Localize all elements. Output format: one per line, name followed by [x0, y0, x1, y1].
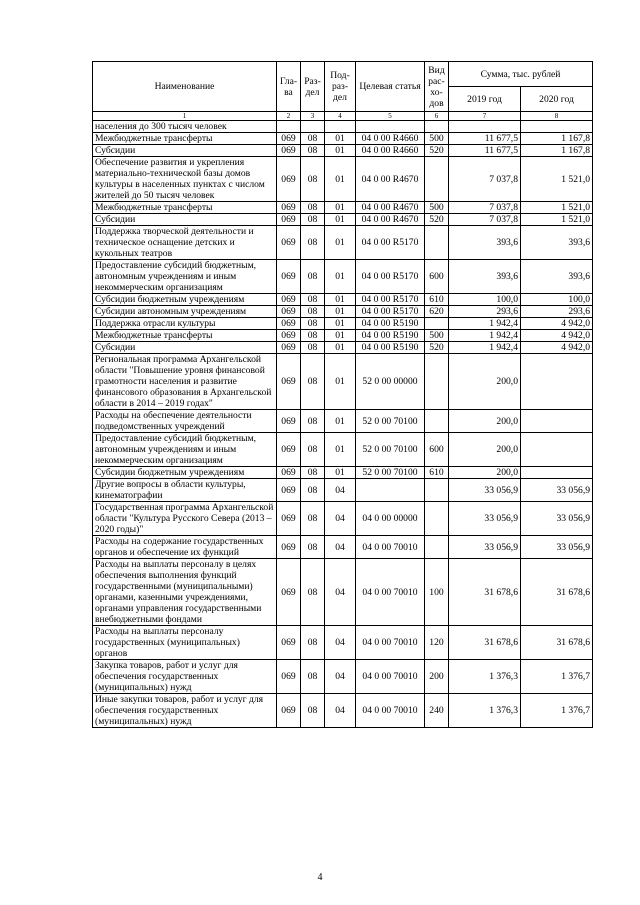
cell-sum-2019: 100,0 [449, 294, 521, 306]
cell-razdel: 08 [301, 260, 325, 294]
column-number-row [93, 112, 593, 121]
cell-sum-2020: 1 376,7 [521, 694, 593, 728]
cell-glava: 069 [277, 214, 301, 226]
cell-sum-2020: 31 678,6 [521, 626, 593, 660]
cell-sum-2020: 4 942,0 [521, 342, 593, 354]
cell-target-article: 04 0 00 R4660 [356, 133, 425, 145]
cell-podrazdel: 01 [325, 294, 356, 306]
cell-glava: 069 [277, 467, 301, 479]
cell-expense-type: 620 [425, 306, 449, 318]
cell-target-article: 04 0 00 R5170 [356, 226, 425, 260]
cell-target-article: 04 0 00 70010 [356, 559, 425, 626]
cell-expense-type [425, 479, 449, 502]
column-number: 3 [301, 112, 325, 121]
header-target-article: Целевая статья [356, 62, 425, 112]
cell-name: Предоставление субсидий бюджетным, автономным учреждениям и иным некоммерческим организациям [93, 433, 277, 467]
cell-name: Региональная программа Архангельской области "Повышение уровня финансовой грамотности населения и развитие финансового образования в Архангельской области в 2014 – 2019 годах" [93, 354, 277, 410]
cell-glava: 069 [277, 626, 301, 660]
cell-razdel: 08 [301, 342, 325, 354]
cell-podrazdel: 04 [325, 694, 356, 728]
cell-glava: 069 [277, 330, 301, 342]
cell-name: Субсидии автономным учреждениям [93, 306, 277, 318]
cell-expense-type [425, 536, 449, 559]
table-row [93, 694, 593, 728]
cell-razdel: 08 [301, 410, 325, 433]
column-number: 2 [277, 112, 301, 121]
cell-razdel: 08 [301, 559, 325, 626]
cell-sum-2020: 33 056,9 [521, 536, 593, 559]
cell-sum-2019: 393,6 [449, 226, 521, 260]
cell-target-article: 52 0 00 70100 [356, 467, 425, 479]
table-row [93, 502, 593, 536]
cell-expense-type: 120 [425, 626, 449, 660]
column-number: 6 [425, 112, 449, 121]
header-expense-type: Вид рас-хо-дов [425, 62, 449, 112]
cell-razdel: 08 [301, 660, 325, 694]
cell-razdel: 08 [301, 467, 325, 479]
header-sum: Сумма, тыс. рублей [449, 62, 593, 87]
cell-podrazdel: 01 [325, 145, 356, 157]
cell-glava: 069 [277, 660, 301, 694]
cell-expense-type: 610 [425, 294, 449, 306]
table-row [93, 660, 593, 694]
cell-name: Расходы на выплаты персоналу в целях обеспечения выполнения функций государственными (муниципальными) органами, казенными учреждениями, органами управления государственными внебюджетными фондами [93, 559, 277, 626]
table-row [93, 121, 593, 133]
cell-sum-2020: 100,0 [521, 294, 593, 306]
cell-sum-2019: 7 037,8 [449, 202, 521, 214]
cell-target-article: 04 0 00 R5190 [356, 342, 425, 354]
cell-expense-type: 610 [425, 467, 449, 479]
cell-name: Поддержка творческой деятельности и техническое оснащение детских и кукольных театров [93, 226, 277, 260]
cell-expense-type: 500 [425, 133, 449, 145]
cell-sum-2019: 200,0 [449, 433, 521, 467]
cell-target-article: 04 0 00 R5170 [356, 294, 425, 306]
cell-glava: 069 [277, 157, 301, 202]
table-row [93, 479, 593, 502]
cell-sum-2019: 7 037,8 [449, 214, 521, 226]
cell-name: Расходы на выплаты персоналу государственных (муниципальных) органов [93, 626, 277, 660]
cell-target-article [356, 479, 425, 502]
cell-expense-type [425, 318, 449, 330]
cell-target-article: 52 0 00 00000 [356, 354, 425, 410]
cell-sum-2019: 1 942,4 [449, 318, 521, 330]
cell-glava: 069 [277, 318, 301, 330]
table-row [93, 330, 593, 342]
cell-razdel: 08 [301, 214, 325, 226]
cell-sum-2020: 1 167,8 [521, 145, 593, 157]
table-row [93, 226, 593, 260]
header-name: Наименование [93, 62, 277, 112]
table-row [93, 354, 593, 410]
cell-glava: 069 [277, 133, 301, 145]
cell-sum-2020: 1 521,0 [521, 157, 593, 202]
cell-expense-type: 520 [425, 342, 449, 354]
cell-glava [277, 121, 301, 133]
table-row [93, 467, 593, 479]
cell-razdel: 08 [301, 318, 325, 330]
table-row [93, 214, 593, 226]
cell-name: Межбюджетные трансферты [93, 133, 277, 145]
cell-podrazdel: 04 [325, 479, 356, 502]
cell-sum-2019: 200,0 [449, 410, 521, 433]
cell-razdel: 08 [301, 330, 325, 342]
column-number: 1 [93, 112, 277, 121]
cell-name: Поддержка отрасли культуры [93, 318, 277, 330]
table-row [93, 318, 593, 330]
cell-glava: 069 [277, 226, 301, 260]
cell-expense-type [425, 410, 449, 433]
cell-razdel: 08 [301, 536, 325, 559]
cell-sum-2019: 200,0 [449, 354, 521, 410]
cell-name: Расходы на содержание государственных органов и обеспечение их функций [93, 536, 277, 559]
cell-expense-type [425, 226, 449, 260]
cell-glava: 069 [277, 694, 301, 728]
cell-sum-2019: 293,6 [449, 306, 521, 318]
cell-sum-2019: 1 376,3 [449, 694, 521, 728]
cell-name: Межбюджетные трансферты [93, 330, 277, 342]
cell-target-article [356, 121, 425, 133]
header-podrazdel: Под-раз-дел [325, 62, 356, 112]
cell-sum-2020 [521, 354, 593, 410]
cell-podrazdel: 01 [325, 306, 356, 318]
budget-table-page [92, 61, 592, 728]
cell-name: Межбюджетные трансферты [93, 202, 277, 214]
cell-sum-2020: 31 678,6 [521, 559, 593, 626]
table-row [93, 626, 593, 660]
table-row [93, 145, 593, 157]
cell-expense-type [425, 354, 449, 410]
cell-target-article: 04 0 00 R4660 [356, 145, 425, 157]
cell-glava: 069 [277, 306, 301, 318]
cell-name: Обеспечение развития и укрепления материально-технической базы домов культуры в населенных пунктах с числом жителей до 50 тысяч человек [93, 157, 277, 202]
cell-razdel: 08 [301, 157, 325, 202]
cell-podrazdel: 01 [325, 202, 356, 214]
cell-target-article: 04 0 00 70010 [356, 660, 425, 694]
cell-razdel: 08 [301, 502, 325, 536]
cell-target-article: 52 0 00 70100 [356, 433, 425, 467]
cell-razdel: 08 [301, 145, 325, 157]
cell-glava: 069 [277, 559, 301, 626]
header-razdel: Раз-дел [301, 62, 325, 112]
cell-podrazdel: 01 [325, 354, 356, 410]
cell-target-article: 04 0 00 70010 [356, 626, 425, 660]
cell-expense-type: 600 [425, 433, 449, 467]
cell-sum-2020: 4 942,0 [521, 318, 593, 330]
table-row [93, 559, 593, 626]
cell-name: Субсидии [93, 145, 277, 157]
table-row [93, 202, 593, 214]
cell-name: Расходы на обеспечение деятельности подведомственных учреждений [93, 410, 277, 433]
cell-glava: 069 [277, 202, 301, 214]
cell-sum-2020: 393,6 [521, 260, 593, 294]
table-row [93, 410, 593, 433]
cell-sum-2020 [521, 433, 593, 467]
cell-sum-2019: 393,6 [449, 260, 521, 294]
cell-expense-type: 500 [425, 330, 449, 342]
cell-expense-type: 520 [425, 214, 449, 226]
cell-sum-2020 [521, 121, 593, 133]
cell-razdel: 08 [301, 202, 325, 214]
cell-expense-type: 500 [425, 202, 449, 214]
cell-name: Государственная программа Архангельской области "Культура Русского Севера (2013 – 2020 годы)" [93, 502, 277, 536]
cell-podrazdel: 04 [325, 559, 356, 626]
table-row [93, 294, 593, 306]
cell-glava: 069 [277, 294, 301, 306]
cell-name: Субсидии [93, 342, 277, 354]
cell-podrazdel: 04 [325, 502, 356, 536]
cell-target-article: 04 0 00 R5170 [356, 260, 425, 294]
header-year-2019: 2019 год [449, 87, 521, 112]
cell-glava: 069 [277, 145, 301, 157]
cell-target-article: 04 0 00 R5190 [356, 330, 425, 342]
cell-podrazdel: 01 [325, 133, 356, 145]
cell-sum-2020: 393,6 [521, 226, 593, 260]
cell-podrazdel: 01 [325, 214, 356, 226]
cell-expense-type: 200 [425, 660, 449, 694]
page-number: 4 [317, 872, 323, 883]
cell-sum-2020: 4 942,0 [521, 330, 593, 342]
cell-razdel: 08 [301, 694, 325, 728]
cell-expense-type [425, 121, 449, 133]
cell-expense-type [425, 157, 449, 202]
cell-target-article: 04 0 00 R5170 [356, 306, 425, 318]
cell-target-article: 04 0 00 00000 [356, 502, 425, 536]
table-row [93, 157, 593, 202]
cell-name: Предоставление субсидий бюджетным, автономным учреждениям и иным некоммерческим организациям [93, 260, 277, 294]
cell-razdel: 08 [301, 433, 325, 467]
cell-glava: 069 [277, 410, 301, 433]
cell-name: Субсидии [93, 214, 277, 226]
cell-sum-2019: 33 056,9 [449, 502, 521, 536]
cell-expense-type [425, 502, 449, 536]
cell-podrazdel: 01 [325, 410, 356, 433]
cell-name: населения до 300 тысяч человек [93, 121, 277, 133]
cell-sum-2020: 1 167,8 [521, 133, 593, 145]
table-body [93, 121, 593, 728]
cell-target-article: 04 0 00 R4670 [356, 202, 425, 214]
cell-podrazdel: 01 [325, 157, 356, 202]
cell-podrazdel: 04 [325, 536, 356, 559]
cell-sum-2019: 11 677,5 [449, 145, 521, 157]
cell-glava: 069 [277, 502, 301, 536]
cell-sum-2019: 11 677,5 [449, 133, 521, 145]
cell-sum-2020: 1 521,0 [521, 214, 593, 226]
header-year-2020: 2020 год [521, 87, 593, 112]
cell-glava: 069 [277, 354, 301, 410]
cell-podrazdel: 01 [325, 260, 356, 294]
cell-razdel: 08 [301, 306, 325, 318]
cell-sum-2019: 200,0 [449, 467, 521, 479]
cell-podrazdel: 01 [325, 342, 356, 354]
cell-podrazdel [325, 121, 356, 133]
cell-name: Субсидии бюджетным учреждениям [93, 294, 277, 306]
cell-expense-type: 100 [425, 559, 449, 626]
cell-target-article: 04 0 00 R5190 [356, 318, 425, 330]
header-glava: Гла-ва [277, 62, 301, 112]
cell-razdel: 08 [301, 354, 325, 410]
cell-glava: 069 [277, 433, 301, 467]
cell-sum-2019 [449, 121, 521, 133]
cell-target-article: 04 0 00 70010 [356, 536, 425, 559]
column-number: 4 [325, 112, 356, 121]
cell-sum-2020: 33 056,9 [521, 502, 593, 536]
cell-sum-2019: 1 376,3 [449, 660, 521, 694]
cell-razdel: 08 [301, 626, 325, 660]
cell-razdel: 08 [301, 133, 325, 145]
cell-target-article: 04 0 00 R4670 [356, 214, 425, 226]
cell-sum-2019: 1 942,4 [449, 342, 521, 354]
table-row [93, 536, 593, 559]
cell-sum-2019: 33 056,9 [449, 479, 521, 502]
cell-razdel: 08 [301, 479, 325, 502]
cell-glava: 069 [277, 260, 301, 294]
cell-name: Закупка товаров, работ и услуг для обеспечения государственных (муниципальных) нужд [93, 660, 277, 694]
cell-podrazdel: 04 [325, 660, 356, 694]
table-row [93, 342, 593, 354]
cell-name: Субсидии бюджетным учреждениям [93, 467, 277, 479]
cell-podrazdel: 01 [325, 318, 356, 330]
cell-sum-2020: 293,6 [521, 306, 593, 318]
column-number: 8 [521, 112, 593, 121]
cell-expense-type: 240 [425, 694, 449, 728]
cell-sum-2020 [521, 410, 593, 433]
cell-target-article: 04 0 00 70010 [356, 694, 425, 728]
cell-razdel: 08 [301, 226, 325, 260]
cell-sum-2020: 1 521,0 [521, 202, 593, 214]
cell-glava: 069 [277, 536, 301, 559]
cell-glava: 069 [277, 342, 301, 354]
cell-podrazdel: 01 [325, 330, 356, 342]
cell-sum-2020 [521, 467, 593, 479]
cell-expense-type: 600 [425, 260, 449, 294]
cell-target-article: 52 0 00 70100 [356, 410, 425, 433]
table-row [93, 260, 593, 294]
cell-razdel [301, 121, 325, 133]
column-number: 7 [449, 112, 521, 121]
cell-glava: 069 [277, 479, 301, 502]
cell-sum-2019: 7 037,8 [449, 157, 521, 202]
cell-podrazdel: 01 [325, 226, 356, 260]
cell-sum-2019: 33 056,9 [449, 536, 521, 559]
cell-sum-2020: 33 056,9 [521, 479, 593, 502]
column-number: 5 [356, 112, 425, 121]
cell-sum-2020: 1 376,7 [521, 660, 593, 694]
cell-expense-type: 520 [425, 145, 449, 157]
cell-name: Иные закупки товаров, работ и услуг для обеспечения государственных (муниципальных) нужд [93, 694, 277, 728]
budget-table [92, 61, 593, 728]
cell-sum-2019: 31 678,6 [449, 559, 521, 626]
cell-target-article: 04 0 00 R4670 [356, 157, 425, 202]
table-row [93, 433, 593, 467]
cell-razdel: 08 [301, 294, 325, 306]
table-row [93, 133, 593, 145]
cell-podrazdel: 01 [325, 433, 356, 467]
table-row [93, 306, 593, 318]
cell-podrazdel: 04 [325, 626, 356, 660]
cell-sum-2019: 31 678,6 [449, 626, 521, 660]
cell-name: Другие вопросы в области культуры, кинематографии [93, 479, 277, 502]
cell-podrazdel: 01 [325, 467, 356, 479]
cell-sum-2019: 1 942,4 [449, 330, 521, 342]
